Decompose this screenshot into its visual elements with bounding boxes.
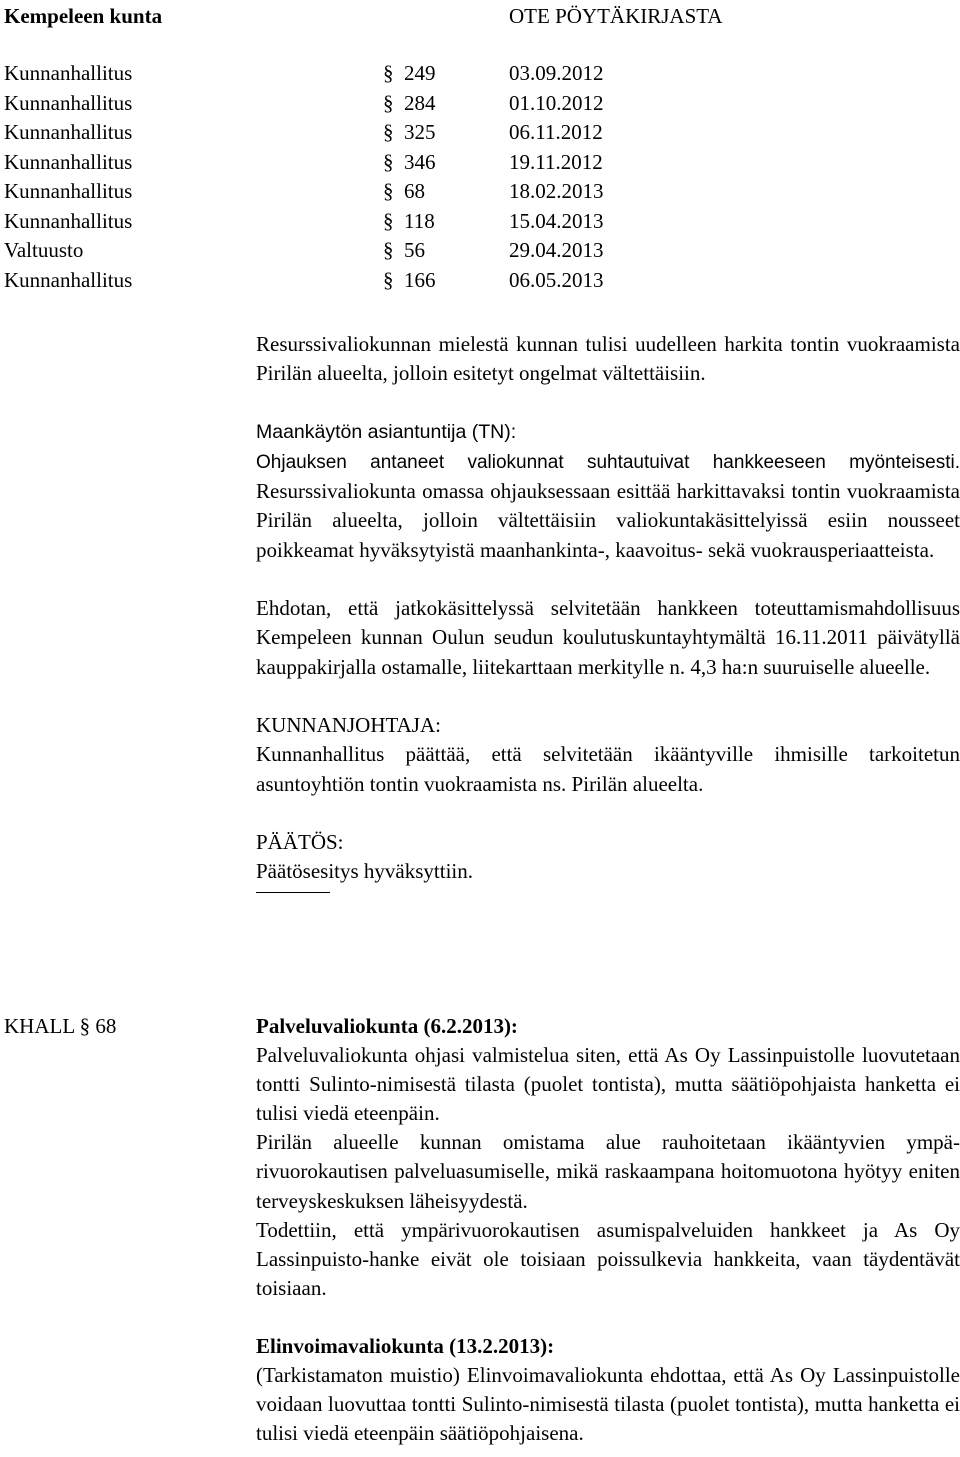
- meeting-body: Kunnanhallitus: [4, 149, 133, 174]
- section-symbol: §: [383, 120, 394, 144]
- section-number: 284: [404, 90, 436, 115]
- section-symbol: §: [79, 1014, 91, 1038]
- meeting-date: 03.09.2012: [509, 61, 604, 85]
- expert-text-sans: Ohjauksen antaneet valiokunnat suhtautuivat hankkeeseen myönteisesti.: [256, 451, 960, 473]
- manager-proposal: Kunnanhallitus päättää, että selvitetään ikääntyville ihmisille tarkoitetun asuntoyhtiön tontin vuokraamista ns. Pirilän alueelta.: [256, 742, 960, 796]
- meeting-date: 29.04.2013: [509, 238, 604, 262]
- meeting-date: 06.05.2013: [509, 267, 604, 292]
- meeting-body: Valtuusto: [4, 238, 84, 262]
- section-label-text: KHALL: [4, 1014, 75, 1038]
- meeting-body: Kunnanhallitus: [4, 120, 133, 144]
- decision-heading: PÄÄTÖS:: [256, 829, 344, 854]
- section-symbol: §: [383, 238, 394, 262]
- meeting-date: 15.04.2013: [509, 208, 604, 233]
- resource-committee-paragraph: Resurssivaliokunnan mielestä kunnan tulisi uudelleen harkita tontin vuokraamista Pirilän alueelta, jolloin esitetyt ongelmat vältettäisiin.: [256, 332, 960, 386]
- meeting-date: 01.10.2012: [509, 90, 604, 115]
- manager-heading: KUNNANJOHTAJA:: [256, 712, 441, 737]
- section-body: [256, 1012, 960, 1448]
- expert-text-serif: Resurssivaliokunta omassa ohjauksessaan esittää harkittavaksi tontin vuokraamista Pirilän alueelta, jolloin vältettäisiin valiokuntakäsittelyissä esiin nousseet poikkeamat hyväksytyistä maanhankinta-, kaavoitus- sekä vuokrausperiaatteista.: [256, 479, 960, 562]
- meeting-row: [4, 236, 704, 266]
- section-number: 166: [404, 267, 436, 292]
- section-label: [4, 1012, 116, 1041]
- document-type: OTE PÖYTÄKIRJASTA: [509, 4, 723, 28]
- service-committee-paragraph: Pirilän alueelle kunnan omistama alue rauhoitetaan ikääntyvien ympärivuorokautisen palveluasumiselle, mikä raskaampana hoitomuotona hyötyy eniten terveyskeskuksen läheisyydestä.: [256, 1130, 960, 1213]
- meeting-date: 06.11.2012: [509, 120, 603, 144]
- main-content: [256, 330, 960, 904]
- meeting-row: [4, 118, 704, 148]
- spacer: [256, 565, 960, 594]
- service-committee-paragraph: Todettiin, että ympärivuorokautisen asumispalveluiden hankkeet ja As Oy Lassinpuisto-hanke eivät ole toisiaan poissulkevia hankkeita, vaan täydentävät toisiaan.: [256, 1217, 960, 1300]
- meeting-date: 18.02.2013: [509, 179, 604, 203]
- separator-line: [256, 886, 960, 904]
- section-symbol: §: [383, 61, 394, 85]
- meeting-date: 19.11.2012: [509, 149, 603, 174]
- meeting-row: [4, 148, 704, 178]
- expert-heading: Maankäytön asiantuntija (TN):: [256, 420, 517, 443]
- meeting-list: [4, 59, 704, 295]
- section-number: 118: [404, 208, 435, 233]
- meeting-body: Kunnanhallitus: [4, 208, 133, 233]
- section-number: 346: [404, 149, 436, 174]
- section-number: 56: [404, 238, 425, 262]
- expert-paragraph: [256, 447, 960, 565]
- spacer: [256, 1303, 960, 1332]
- section-symbol: §: [383, 179, 394, 203]
- vitality-committee-heading: Elinvoimavaliokunta (13.2.2013):: [256, 1333, 555, 1358]
- meeting-body: Kunnanhallitus: [4, 179, 133, 203]
- spacer: [256, 389, 960, 418]
- section-number: 249: [404, 61, 436, 85]
- meeting-row: [4, 266, 704, 296]
- spacer: [256, 799, 960, 828]
- section-number: 68: [95, 1014, 117, 1038]
- meeting-row: [4, 207, 704, 237]
- proposal-paragraph: Ehdotan, että jatkokäsittelyssä selvitetään hankkeen toteuttamismahdollisuus Kempeleen kunnan Oulun seudun koulutuskuntayhtymältä 16.11.2011 päivätyllä kauppakirjalla ostamalle, liitekarttaan merkitylle n. 4,3 ha:n suuruiselle alueelle.: [256, 596, 960, 679]
- decision-text: Päätösesitys hyväksyttiin.: [256, 859, 473, 884]
- meeting-row: [4, 59, 704, 89]
- vitality-committee-paragraph: (Tarkistamaton muistio) Elinvoimavaliokunta ehdottaa, että As Oy Lassinpuistolle voidaan luovuttaa tontti Sulinto-nimisestä tilasta (puolet tontista), mutta hanketta ei tulisi viedä eteenpäin säätiöpohjaisena.: [256, 1363, 960, 1446]
- section-symbol: §: [383, 149, 394, 174]
- section-symbol: §: [383, 208, 394, 233]
- section-number: 68: [404, 179, 425, 203]
- section-number: 325: [404, 120, 436, 144]
- service-committee-paragraph: Palveluvaliokunta ohjasi valmistelua siten, että As Oy Lassinpuistolle luovutetaan tontti Sulinto-nimisestä tilasta (puolet tontista), mutta säätiöpohjaista hanketta ei tulisi viedä eteenpäin.: [256, 1043, 960, 1126]
- section-symbol: §: [383, 90, 394, 115]
- meeting-row: [4, 89, 704, 119]
- meeting-body: Kunnanhallitus: [4, 267, 133, 292]
- meeting-row: [4, 177, 704, 207]
- meeting-body: Kunnanhallitus: [4, 61, 133, 85]
- spacer: [256, 682, 960, 711]
- section-symbol: §: [383, 267, 394, 292]
- service-committee-heading: Palveluvaliokunta (6.2.2013):: [256, 1014, 518, 1038]
- meeting-body: Kunnanhallitus: [4, 90, 133, 115]
- municipality-name: Kempeleen kunta: [4, 4, 163, 28]
